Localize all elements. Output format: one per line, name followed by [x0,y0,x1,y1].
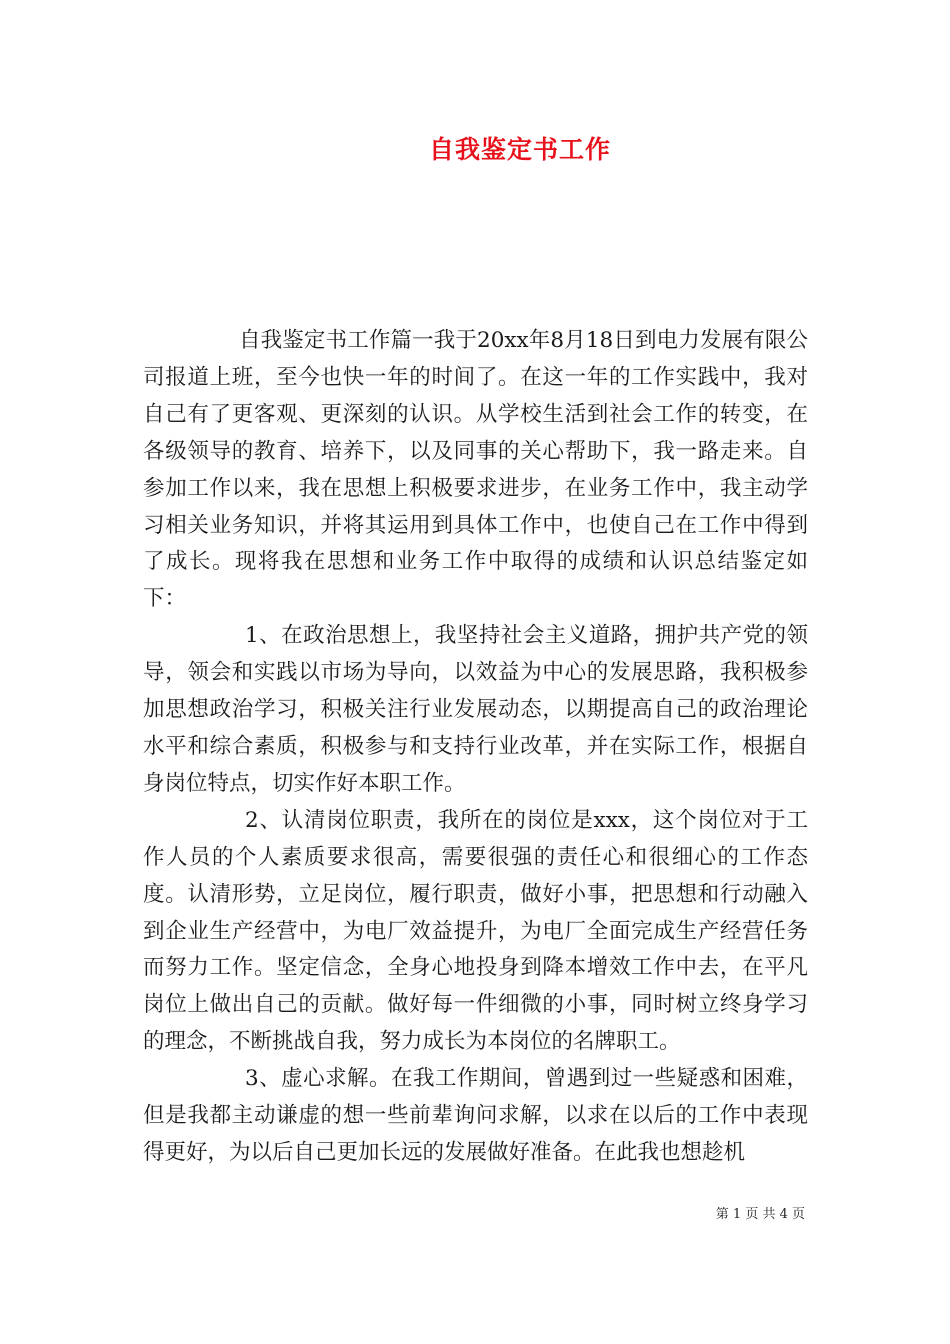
item-paragraph-1: 1、在政治思想上，我坚持社会主义道路，拥护共产党的领导，领会和实践以市场为导向，以效益为中心的发展思路，我积极参加思想政治学习，积极关注行业发展动态，以期提高自己的政治理论水平和综合素质，积极参与和支持行业改革，并在实际工作，根据自身岗位特点，切实作好本职工作。 [143,623,808,796]
item-paragraph-3: 3、虚心求解。在我工作期间，曾遇到过一些疑惑和困难，但是我都主动谦虚的想一些前辈询问求解，以求在以后的工作中表现得更好，为以后自己更加长远的发展做好准备。在此我也想趁机 [143,1066,808,1165]
item-paragraph-2: 2、认清岗位职责，我所在的岗位是xxx，这个岗位对于工作人员的个人素质要求很高，需要很强的责任心和很细心的工作态度。认清形势，立足岗位，履行职责，做好小事，把思想和行动融入到企业生产经营中，为电厂效益提升，为电厂全面完成生产经营任务而努力工作。坚定信念，全身心地投身到降本增效工作中去，在平凡岗位上做出自己的贡献。做好每一件细微的小事，同时树立终身学习的理念，不断挑战自我，努力成长为本岗位的名牌职工。 [143,807,808,1055]
page-number-footer: 第 1 页 共 4 页 [715,1207,805,1222]
page-title: 自我鉴定书工作 [428,135,611,164]
intro-paragraph: 自我鉴定书工作篇一我于20xx年8月18日到电力发展有限公司报道上班，至今也快一年的时间了。在这一年的工作实践中，我对自己有了更客观、更深刻的认识。从学校生活到社会工作的转变，在各级领导的教育、培养下，以及同事的关心帮助下，我一路走来。自参加工作以来，我在思想上积极要求进步，在业务工作中，我主动学习相关业务知识，并将其运用到具体工作中，也使自己在工作中得到了成长。现将我在思想和业务工作中取得的成绩和认识总结鉴定如下： [143,328,808,612]
document-body [143,323,808,1172]
